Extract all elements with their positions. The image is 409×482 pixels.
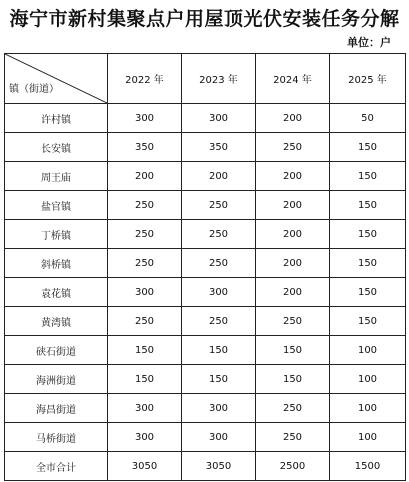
table-row	[5, 249, 406, 278]
table-cell: 300	[182, 104, 256, 133]
town-name: 海昌街道	[5, 394, 108, 423]
table-cell: 350	[182, 133, 256, 162]
table-row	[5, 104, 406, 133]
table-cell: 250	[182, 191, 256, 220]
diagonal-divider	[5, 54, 107, 103]
unit-label: 单位：户	[347, 36, 391, 49]
table-cell: 150	[256, 365, 330, 394]
town-name: 斜桥镇	[5, 249, 108, 278]
town-name: 丁桥镇	[5, 220, 108, 249]
header-row	[5, 54, 406, 104]
table-cell: 250	[182, 249, 256, 278]
table-row	[5, 365, 406, 394]
table-cell: 100	[330, 394, 406, 423]
table-cell: 300	[108, 104, 182, 133]
town-name: 海洲街道	[5, 365, 108, 394]
table-row	[5, 278, 406, 307]
table-cell: 250	[182, 307, 256, 336]
table-cell: 150	[330, 278, 406, 307]
table-cell: 300	[182, 394, 256, 423]
table-cell: 50	[330, 104, 406, 133]
total-cell: 3050	[182, 452, 256, 481]
table-cell: 250	[108, 220, 182, 249]
table-row	[5, 191, 406, 220]
table-row	[5, 133, 406, 162]
table-cell: 200	[256, 162, 330, 191]
table-cell: 150	[108, 365, 182, 394]
town-name: 袁花镇	[5, 278, 108, 307]
town-name: 盐官镇	[5, 191, 108, 220]
total-row	[5, 452, 406, 481]
task-table	[4, 53, 406, 481]
table-cell: 250	[256, 423, 330, 452]
table-row	[5, 220, 406, 249]
table-cell: 300	[108, 394, 182, 423]
total-cell: 3050	[108, 452, 182, 481]
table-row	[5, 336, 406, 365]
table-cell: 200	[256, 249, 330, 278]
table-cell: 300	[108, 278, 182, 307]
table-cell: 250	[108, 249, 182, 278]
table-cell: 150	[330, 133, 406, 162]
table-cell: 250	[182, 220, 256, 249]
corner-label: 镇（街道）	[9, 84, 59, 95]
year-header: 2023 年	[182, 54, 256, 104]
table-cell: 150	[182, 336, 256, 365]
table-cell: 100	[330, 365, 406, 394]
table-cell: 150	[330, 220, 406, 249]
total-label: 全市合计	[5, 452, 108, 481]
table-row	[5, 307, 406, 336]
town-name: 硖石街道	[5, 336, 108, 365]
table-cell: 250	[256, 307, 330, 336]
town-name: 许村镇	[5, 104, 108, 133]
table-cell: 250	[108, 191, 182, 220]
table-cell: 150	[330, 191, 406, 220]
table-cell: 200	[108, 162, 182, 191]
year-header: 2022 年	[108, 54, 182, 104]
table-row	[5, 423, 406, 452]
table-cell: 150	[330, 249, 406, 278]
table-cell: 350	[108, 133, 182, 162]
table-cell: 250	[108, 307, 182, 336]
table-cell: 150	[108, 336, 182, 365]
table-cell: 200	[256, 220, 330, 249]
page-title: 海宁市新村集聚点户用屋顶光伏安装任务分解	[9, 8, 400, 30]
year-header: 2025 年	[330, 54, 406, 104]
total-cell: 1500	[330, 452, 406, 481]
corner-header	[5, 54, 108, 104]
town-name: 周王庙	[5, 162, 108, 191]
table-cell: 250	[256, 394, 330, 423]
table-cell: 150	[330, 307, 406, 336]
table-cell: 200	[182, 162, 256, 191]
total-cell: 2500	[256, 452, 330, 481]
table-cell: 250	[256, 133, 330, 162]
table-cell: 150	[256, 336, 330, 365]
table-cell: 150	[330, 162, 406, 191]
table-cell: 100	[330, 336, 406, 365]
town-name: 马桥街道	[5, 423, 108, 452]
table-row	[5, 394, 406, 423]
year-header: 2024 年	[256, 54, 330, 104]
table-cell: 300	[182, 423, 256, 452]
table-cell: 300	[108, 423, 182, 452]
table-cell: 200	[256, 104, 330, 133]
table-cell: 300	[182, 278, 256, 307]
table-cell: 150	[182, 365, 256, 394]
table-cell: 200	[256, 191, 330, 220]
table-cell: 200	[256, 278, 330, 307]
town-name: 黄湾镇	[5, 307, 108, 336]
table-row	[5, 162, 406, 191]
town-name: 长安镇	[5, 133, 108, 162]
table-cell: 100	[330, 423, 406, 452]
